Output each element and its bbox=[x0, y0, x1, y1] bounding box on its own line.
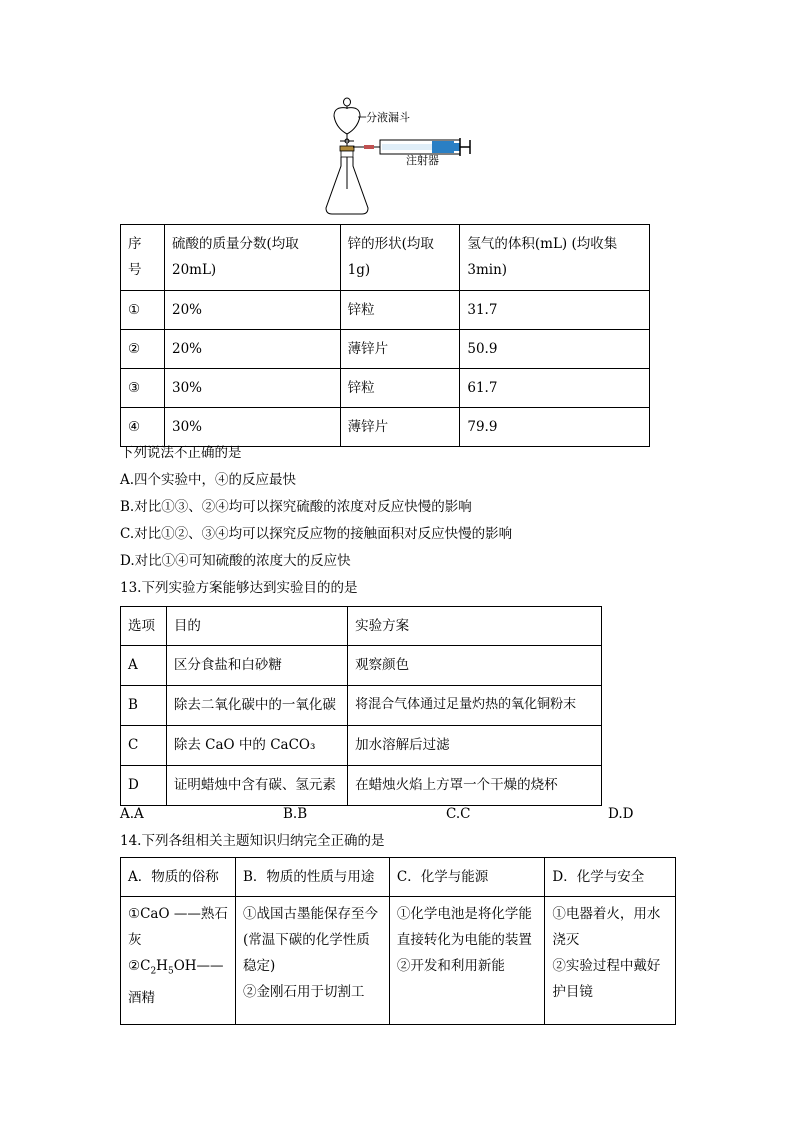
q12-option-c: C.对比①②、③④均可以探究反应物的接触面积对反应快慢的影响 bbox=[120, 526, 513, 542]
table1-cell: 31.7 bbox=[467, 302, 498, 318]
table1-cell: 薄锌片 bbox=[347, 419, 389, 435]
table-row bbox=[121, 408, 650, 447]
q13-table bbox=[120, 606, 602, 806]
table-row bbox=[121, 897, 676, 1025]
table1-cell: ④ bbox=[128, 419, 141, 435]
table1-header-cell: 锌的形状(均取1g) bbox=[347, 236, 434, 278]
q14-cell-d-2: ②实验过程中戴好护目镜 bbox=[552, 958, 661, 1000]
q12-option-d: D.对比①④可知硫酸的浓度大的反应快 bbox=[120, 553, 351, 569]
q13-cell: 除去二氧化碳中的一氧化碳 bbox=[173, 697, 336, 713]
table1-cell: 20% bbox=[171, 341, 202, 357]
q12-stem: 下列说法不正确的是 bbox=[120, 445, 242, 461]
table-row bbox=[121, 726, 602, 766]
table1-cell: 锌粒 bbox=[347, 302, 375, 318]
table1-cell: 锌粒 bbox=[347, 380, 375, 396]
q14-cell-c-1: ①化学电池是将化学能直接转化为电能的装置 bbox=[396, 906, 532, 948]
q13-cell: 证明蜡烛中含有碳、氢元素 bbox=[173, 777, 336, 793]
q13-header-cell: 目的 bbox=[173, 618, 201, 634]
q13-cell: D bbox=[128, 777, 139, 793]
q13-stem: 13.下列实验方案能够达到实验目的的是 bbox=[120, 580, 358, 596]
q14-stem: 14.下列各组相关主题知识归纳完全正确的是 bbox=[120, 833, 385, 849]
q14-cell-a-2: $②C_2H_5OH——$酒精 bbox=[128, 958, 224, 1006]
table1-cell: ② bbox=[128, 341, 141, 357]
q14-cell-a-1: ①CaO ——熟石灰 bbox=[128, 906, 228, 948]
q13-option-d: D.D bbox=[608, 806, 634, 822]
q13-cell: 在蜡烛火焰上方罩一个干燥的烧杯 bbox=[355, 777, 558, 793]
q14-cell-c-2: ②开发和利用新能 bbox=[396, 958, 505, 974]
table1-cell: 79.9 bbox=[467, 419, 498, 435]
table-row bbox=[121, 291, 650, 330]
apparatus-figure bbox=[320, 94, 480, 218]
q13-option-c: C.C bbox=[446, 806, 471, 822]
q12-option-a: A.四个实验中，④的反应最快 bbox=[120, 472, 297, 488]
q14-header-cell: D．化学与安全 bbox=[552, 869, 645, 885]
q14-header-cell: B．物质的性质与用途 bbox=[242, 869, 375, 885]
table1-cell: 薄锌片 bbox=[347, 341, 389, 357]
table-row bbox=[121, 369, 650, 408]
q14-cell-b-2: ②金刚石用于切割工 bbox=[242, 984, 365, 1000]
table1-cell: 30% bbox=[171, 380, 202, 396]
table1-header-cell: 序号 bbox=[128, 236, 142, 278]
q14-header-cell: A．物质的俗称 bbox=[128, 869, 219, 885]
syringe-label: 注射器 bbox=[406, 154, 439, 167]
q13-option-b: B.B bbox=[283, 806, 308, 822]
q13-cell: 区分食盐和白砂糖 bbox=[173, 657, 282, 673]
q14-cell-b-1: ①战国古墨能保存至今(常温下碳的化学性质稳定) bbox=[242, 906, 378, 974]
funnel-label: 分液漏斗 bbox=[366, 111, 410, 124]
table-row bbox=[121, 686, 602, 726]
q13-cell: 加水溶解后过滤 bbox=[355, 737, 450, 753]
table1-cell: ③ bbox=[128, 380, 141, 396]
table-row bbox=[121, 646, 602, 686]
table-row bbox=[121, 330, 650, 369]
table1-header-cell: 硫酸的质量分数(均取20mL) bbox=[171, 236, 299, 278]
experiment-table bbox=[120, 224, 650, 447]
q13-header-cell: 选项 bbox=[128, 618, 155, 634]
q14-cell-d-1: ①电器着火，用水浇灭 bbox=[552, 906, 661, 948]
q13-cell: B bbox=[128, 697, 138, 713]
table-row bbox=[121, 766, 602, 806]
q13-cell: A bbox=[128, 657, 138, 673]
q13-option-a: A.A bbox=[120, 806, 144, 822]
q12-option-b: B.对比①③、②④均可以探究硫酸的浓度对反应快慢的影响 bbox=[120, 499, 472, 515]
q14-table bbox=[120, 857, 676, 1025]
q13-cell: 观察颜色 bbox=[355, 657, 410, 673]
q13-header-cell: 实验方案 bbox=[355, 618, 410, 634]
table1-cell: 50.9 bbox=[467, 341, 498, 357]
q14-header-cell: C．化学与能源 bbox=[396, 869, 489, 885]
q13-cell: C bbox=[128, 737, 139, 753]
table1-cell: ① bbox=[128, 302, 141, 318]
table1-cell: 30% bbox=[171, 419, 202, 435]
q13-cell: 除去 CaO 中的 CaCO₃ bbox=[173, 737, 316, 753]
table1-cell: 20% bbox=[171, 302, 202, 318]
q13-cell: 将混合气体通过足量灼热的氧化铜粉末 bbox=[355, 697, 577, 712]
table1-header-cell: 氢气的体积(mL) (均收集3min) bbox=[467, 236, 618, 278]
table1-cell: 61.7 bbox=[467, 380, 498, 396]
